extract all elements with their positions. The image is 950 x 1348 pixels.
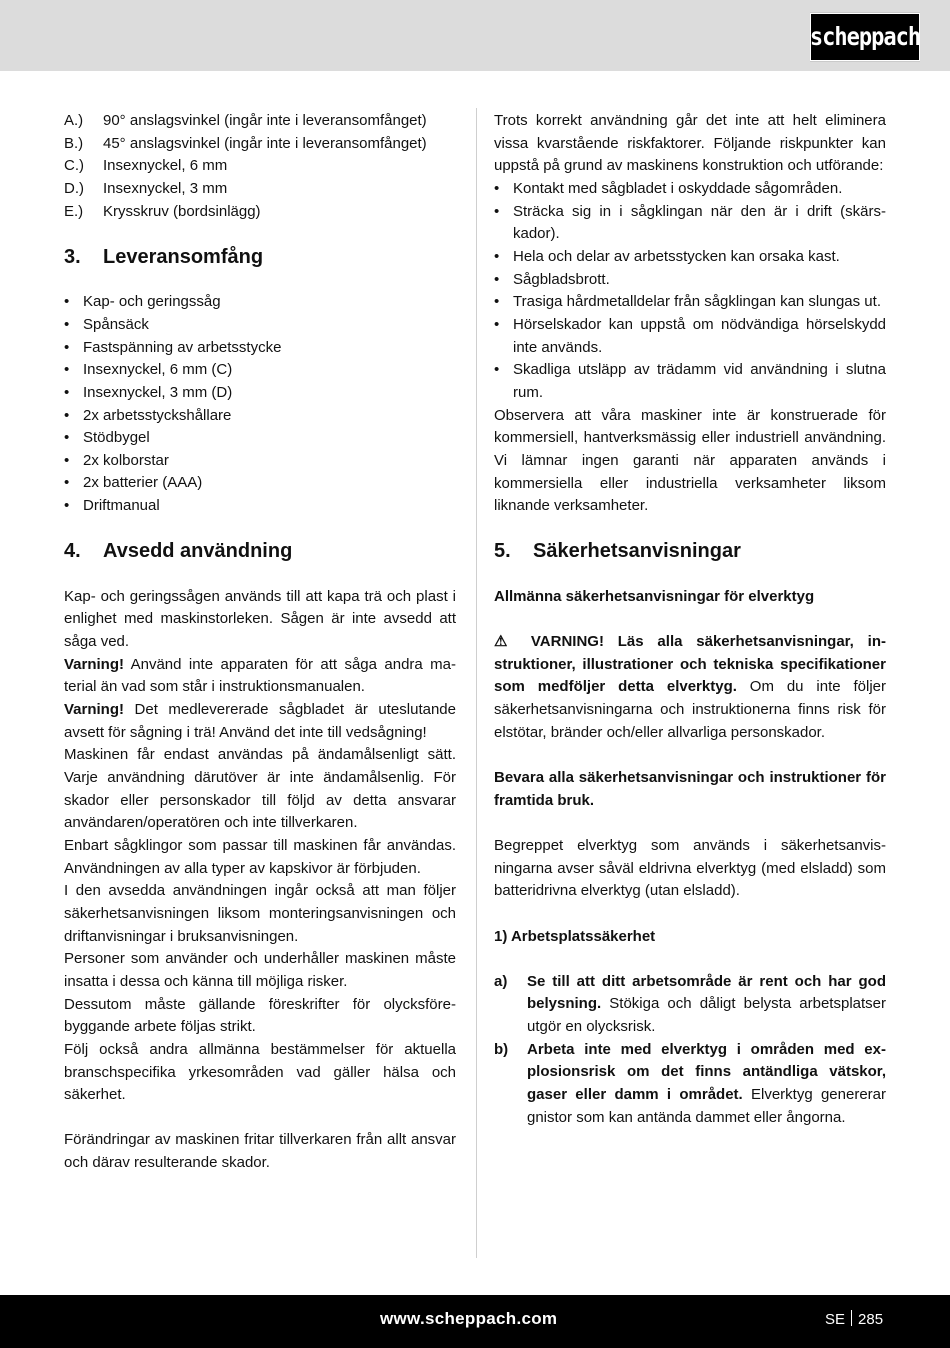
list-marker: b) [494, 1040, 509, 1058]
text: Fastspänning av arbetsstycke [83, 338, 282, 356]
bullet-icon: • [64, 383, 70, 401]
spacer [494, 948, 886, 971]
list-text [513, 269, 886, 292]
section-heading [64, 540, 456, 563]
text: Hela och delar av arbetsstycken kan orsaka kast. [513, 247, 840, 265]
text: Stökiga och dåligt belysta arbetsplatser utgör en olycksrisk. [527, 995, 886, 1036]
scheppach-logo: scheppach [810, 13, 920, 61]
text: Trasiga hårdmetalldelar från sågklingan kan slungas ut. [513, 293, 881, 311]
list-marker: A.) [64, 112, 84, 129]
paragraph [64, 835, 456, 880]
bullet-icon: • [494, 361, 500, 379]
paragraph [494, 767, 886, 812]
text: Trots korrekt användning går det inte att helt eliminera vissa kvarstående riskfaktorer. Följande riskpunkter kan uppstå på grund av maskinens konstruktion och utförande: [494, 112, 886, 175]
list-item [64, 314, 456, 337]
list-item [64, 382, 456, 405]
spacer [494, 903, 886, 926]
list-text [83, 450, 456, 473]
list-text [527, 1039, 886, 1130]
bullet-icon: • [64, 429, 70, 447]
list-text [83, 291, 456, 314]
text: Använd inte apparaten för att såga andra material än vad som står i instruktionsmanualen. [64, 655, 456, 696]
bullet-icon: • [64, 474, 70, 492]
list-item [64, 110, 456, 133]
text: Kap- och geringssågen används till att kapa trä och plast i enlighet med maskinstorleken. Sågen är inte avsedd att såga ved. [64, 587, 456, 651]
paragraph [494, 110, 886, 178]
paragraph [64, 948, 456, 993]
spacer [64, 269, 456, 292]
column-divider [476, 108, 477, 1258]
section-title: Avsedd användning [103, 540, 293, 563]
spacer [494, 563, 886, 586]
spacer [64, 223, 456, 246]
list-item [494, 178, 886, 201]
list-marker: B.) [64, 134, 84, 152]
bold-text: Arbeta inte med elverktyg i områden med explosionsrisk om det finns antändliga vätskor, gaser eller damm i området. [527, 1040, 886, 1104]
page-number: 285 [858, 1311, 884, 1328]
lettered-list [494, 971, 886, 1130]
list-text [513, 291, 886, 314]
list-item [64, 427, 456, 450]
paragraph [494, 835, 886, 903]
spacer [494, 518, 886, 541]
bold-text: Bevara alla säkerhetsanvisningar och instruktioner för framtida bruk. [494, 768, 886, 809]
bullet-icon: • [64, 315, 70, 333]
bullet-icon: • [494, 315, 500, 333]
section-number: 5. [494, 540, 511, 563]
list-text: Insexnyckel, 6 mm [103, 157, 228, 175]
list-item [494, 314, 886, 359]
section-heading [64, 246, 456, 269]
list-text [513, 246, 886, 269]
text: Kap- och geringssåg [83, 293, 221, 311]
text: Spånsäck [83, 315, 149, 333]
bullet-icon: • [64, 338, 70, 356]
language-code: SE [825, 1311, 846, 1328]
list-text [83, 382, 456, 405]
text: Begreppet elverktyg som används i säkerhetsanvisningarna avser såväl eldrivna elverktyg (med elsladd) som batteridrivna elverktyg (utan elsladd). [494, 836, 886, 900]
paragraph [64, 1039, 456, 1107]
list-item [64, 155, 456, 178]
text: 2x kolborstar [83, 451, 169, 469]
paragraph [64, 1129, 456, 1174]
text: Maskinen får endast användas på ändamålsenligt sätt. Varje användning därutöver är inte ändamålsenlig. För skador eller personskador till följd av detta ansvarar användaren/operatören och inte tillverkaren. [64, 746, 456, 832]
list-text: 90° anslagsvinkel (ingår inte i leveransomfånget) [103, 112, 427, 129]
list-text [83, 495, 456, 518]
list-text [83, 359, 456, 382]
bullet-icon: • [494, 247, 500, 265]
bullet-icon: • [494, 202, 500, 220]
bullet-icon: • [64, 451, 70, 469]
right-column [494, 110, 886, 1129]
text: Insexnyckel, 6 mm (C) [83, 361, 233, 379]
list-text [83, 405, 456, 428]
page-indicator [825, 1310, 883, 1328]
bullet-icon: • [64, 293, 70, 311]
bullet-list [64, 291, 456, 518]
bullet-icon: • [64, 406, 70, 424]
text: Stödbygel [83, 429, 150, 447]
parts-list [64, 110, 456, 223]
list-item [494, 971, 886, 1039]
spacer [494, 812, 886, 835]
bullet-icon: • [64, 497, 70, 515]
text: Driftmanual [83, 497, 160, 515]
bullet-icon: • [64, 361, 70, 379]
spacer [64, 1107, 456, 1130]
bullet-icon: • [494, 270, 500, 288]
separator [851, 1310, 852, 1326]
list-item [64, 337, 456, 360]
paragraph [64, 654, 456, 699]
text: Det medlevererade sågbladet är uteslutande avsett för sågning i trä! Använd det inte till vedsågning! [64, 701, 456, 741]
paragraph [64, 586, 456, 654]
list-item [64, 201, 456, 224]
list-text: 45° anslagsvinkel (ingår inte i leveransomfånget) [103, 134, 427, 152]
text: Kontakt med sågbladet i oskyddade sågområden. [513, 179, 843, 197]
bullet-list [494, 178, 886, 405]
list-marker: E.) [64, 202, 84, 220]
text: Enbart sågklingor som passar till maskinen får användas. Användningen av alla typer av kapskivor är förbjuden. [64, 836, 456, 877]
paragraph [64, 744, 456, 835]
text: Hörselskador kan uppstå om nödvändiga hörselskydd inte används. [513, 315, 886, 356]
list-text [513, 359, 886, 404]
spacer [494, 608, 886, 631]
website-link[interactable]: www.scheppach.com [380, 1309, 558, 1328]
subheading: 1) Arbetsplatssäkerhet [494, 927, 656, 945]
paragraph [494, 405, 886, 518]
list-item [494, 201, 886, 246]
list-item [494, 269, 886, 292]
paragraph [64, 994, 456, 1039]
list-item [494, 291, 886, 314]
list-text [83, 337, 456, 360]
list-marker: a) [494, 972, 508, 990]
list-text [83, 314, 456, 337]
list-text [513, 201, 886, 246]
text: Skadliga utsläpp av trädamm vid användning i slutna rum. [513, 361, 886, 401]
list-text [83, 427, 456, 450]
text: Elverktyg genererar gnistor som kan antända dammet eller ångorna. [527, 1086, 887, 1126]
list-item [64, 359, 456, 382]
text: 2x arbetsstyckshållare [83, 406, 232, 424]
text: Sågbladsbrott. [513, 270, 610, 288]
subheading: Allmänna säkerhetsanvisningar för elverktyg [494, 587, 815, 605]
spacer [494, 744, 886, 767]
bold-text: Varning! [64, 655, 125, 673]
spacer [64, 563, 456, 586]
text: Insexnyckel, 3 mm (D) [83, 383, 233, 401]
paragraph [64, 880, 456, 948]
list-item [494, 1039, 886, 1130]
list-marker: D.) [64, 179, 84, 197]
text: Observera att våra maskiner inte är konstruerade för kommersiell, hantverksmässig eller industriell användning. Vi lämnar ingen garanti när apparaten används i kommersiella eller industriella verksamheter liksom liknande verksamheter. [494, 406, 886, 515]
list-item [64, 472, 456, 495]
list-text [513, 314, 886, 359]
list-marker: C.) [64, 157, 84, 175]
text: Om du inte följer säkerhetsanvisningarna och instruktionerna finns risk för elstötar, bränder och/eller allvarliga personskador. [494, 678, 886, 741]
section-title: Leveransomfång [103, 245, 264, 268]
list-item [64, 178, 456, 201]
bullet-icon: • [494, 293, 500, 311]
list-text [527, 971, 886, 1039]
list-item [64, 291, 456, 314]
section-number: 4. [64, 540, 81, 563]
text: Följ också andra allmänna bestämmelser för aktuella branschspecifika yrkesområden vad gäller hälsa och säkerhet. [64, 1040, 456, 1104]
list-item [494, 359, 886, 404]
text: Personer som använder och underhåller maskinen måste insatta i dessa och känna till möjliga risker. [64, 950, 456, 990]
section-number: 3. [64, 245, 81, 268]
section-heading [494, 540, 886, 563]
footer [0, 1295, 950, 1348]
list-item [64, 495, 456, 518]
section-title: Säkerhetsanvisningar [533, 540, 741, 563]
text: I den avsedda användningen ingår också att man följer säkerhetsanvisningen liksom monteringsanvisningen och driftanvisningar i bruksanvisningen. [64, 882, 456, 945]
header-band [0, 0, 950, 71]
paragraph [64, 699, 456, 744]
list-text [83, 472, 456, 495]
list-text: Insexnyckel, 3 mm [103, 179, 228, 197]
left-column [64, 110, 456, 1175]
bold-text: Se till att ditt arbetsområde är rent och har god belysning. [527, 972, 886, 1013]
list-item [64, 450, 456, 473]
text: Förändringar av maskinen fritar tillverkaren från allt ansvar och därav resulterande skador. [64, 1131, 456, 1172]
list-text: Krysskruv (bordsinlägg) [103, 202, 261, 220]
list-item [64, 405, 456, 428]
list-item [494, 246, 886, 269]
text: 2x batterier (AAA) [83, 474, 203, 492]
spacer [64, 518, 456, 541]
bold-text: Varning! [64, 701, 125, 718]
list-item [64, 133, 456, 156]
list-text [513, 178, 886, 201]
bullet-icon: • [494, 179, 500, 197]
bold-text: ⚠ VARNING! Läs alla säkerhetsanvisningar, instruktioner, illustrationer och tekniska specifikationer som medföljer detta elverktyg. [494, 633, 886, 696]
text: Dessutom måste gällande föreskrifter för olycksförebyggande arbete följas strikt. [64, 995, 456, 1036]
paragraph [494, 631, 886, 744]
text: Sträcka sig in i sågklingan när den är i drift (skärskador). [513, 202, 886, 243]
